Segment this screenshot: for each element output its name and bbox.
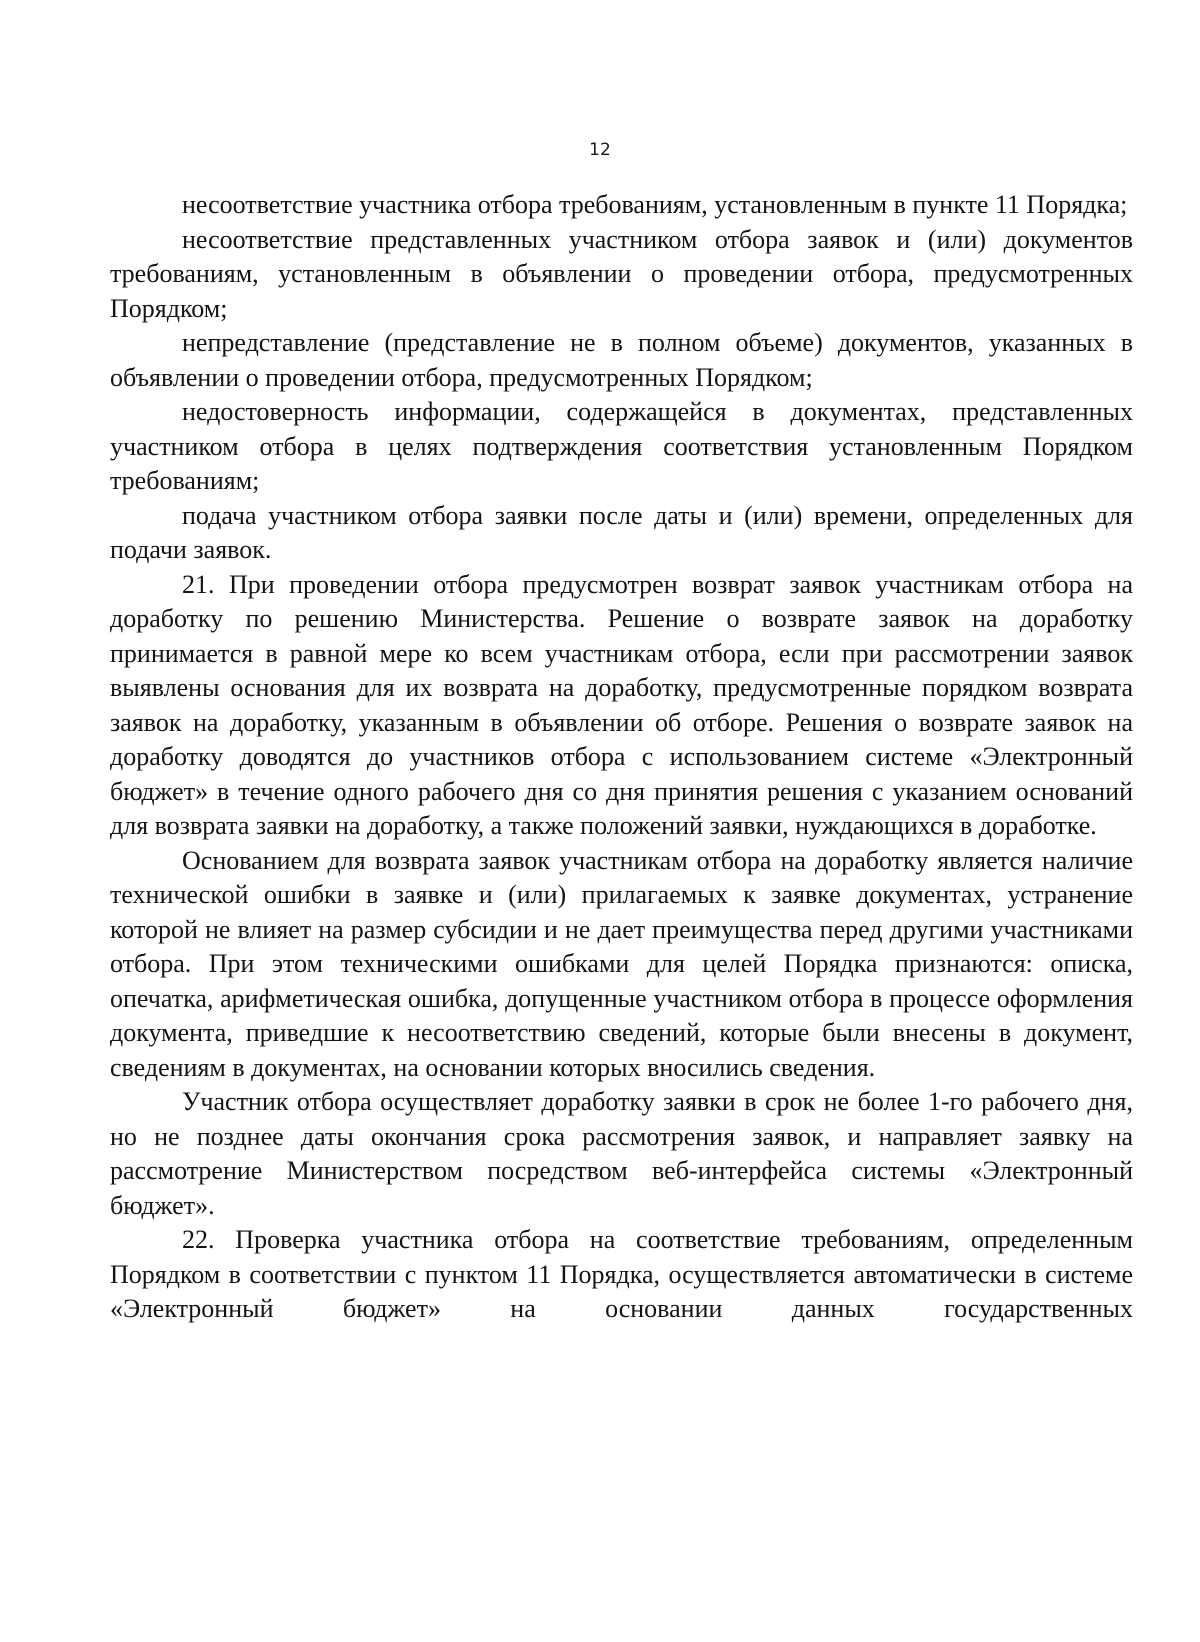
- paragraph-8: Участник отбора осуществляет доработку заявки в срок не более 1-го рабочего дня, но не позднее даты окончания срока рассмотрения заявок, и направляет заявку на рассмотрение Министерством посредством веб-интерфейса системы «Электронный бюджет».: [110, 1087, 1133, 1220]
- page-number: 12: [589, 140, 611, 160]
- paragraph-1: несоответствие участника отбора требованиям, установленным в пункте 11 Порядка;: [182, 190, 1128, 219]
- paragraph-6: 21. При проведении отбора предусмотрен возврат заявок участникам отбора на доработку по решению Министерства. Решение о возврате заявок на доработку принимается в равной мере ко всем участникам отбора, если при рассмотрении заявок выявлены основания для их возврата на доработку, предусмотренные порядком возврата заявок на доработку, указанным в объявлении об отборе. Решения о возврате заявок на доработку доводятся до участников отбора с использованием системе «Электронный бюджет» в течение одного рабочего дня со дня принятия решения с указанием оснований для возврата заявки на доработку, а также положений заявки, нуждающихся в доработке.: [110, 569, 1133, 840]
- paragraph-2: несоответствие представленных участником отбора заявок и (или) документов требованиям, установленным в объявлении о проведении отбора, предусмотренных Порядком;: [110, 224, 1133, 323]
- paragraph-9: 22. Проверка участника отбора на соответствие требованиям, определенным Порядком в соответствии с пунктом 11 Порядка, осуществляется автоматически в системе «Электронный бюджет» на основании данных государственных: [110, 1225, 1133, 1323]
- paragraph-5: подача участником отбора заявки после даты и (или) времени, определенных для подачи заявок.: [110, 500, 1133, 564]
- paragraph-7: Основанием для возврата заявок участникам отбора на доработку является наличие технической ошибки в заявке и (или) прилагаемых к заявке документах, устранение которой не влияет на размер субсидии и не дает преимущества перед другими участниками отбора. При этом техническими ошибками для целей Порядка признаются: описка, опечатка, арифметическая ошибка, допущенные участником отбора в процессе оформления документа, приведшие к несоответствию сведений, которые были внесены в документ, сведениям в документах, на основании которых вносились сведения.: [110, 845, 1133, 1082]
- paragraph-4: недостоверность информации, содержащейся в документах, представленных участником отбора в целях подтверждения соответствия установленным Порядком требованиям;: [110, 397, 1133, 495]
- document-body: [110, 188, 1133, 1327]
- paragraph-3: непредставление (представление не в полном объеме) документов, указанных в объявлении о проведении отбора, предусмотренных Порядком;: [110, 328, 1133, 392]
